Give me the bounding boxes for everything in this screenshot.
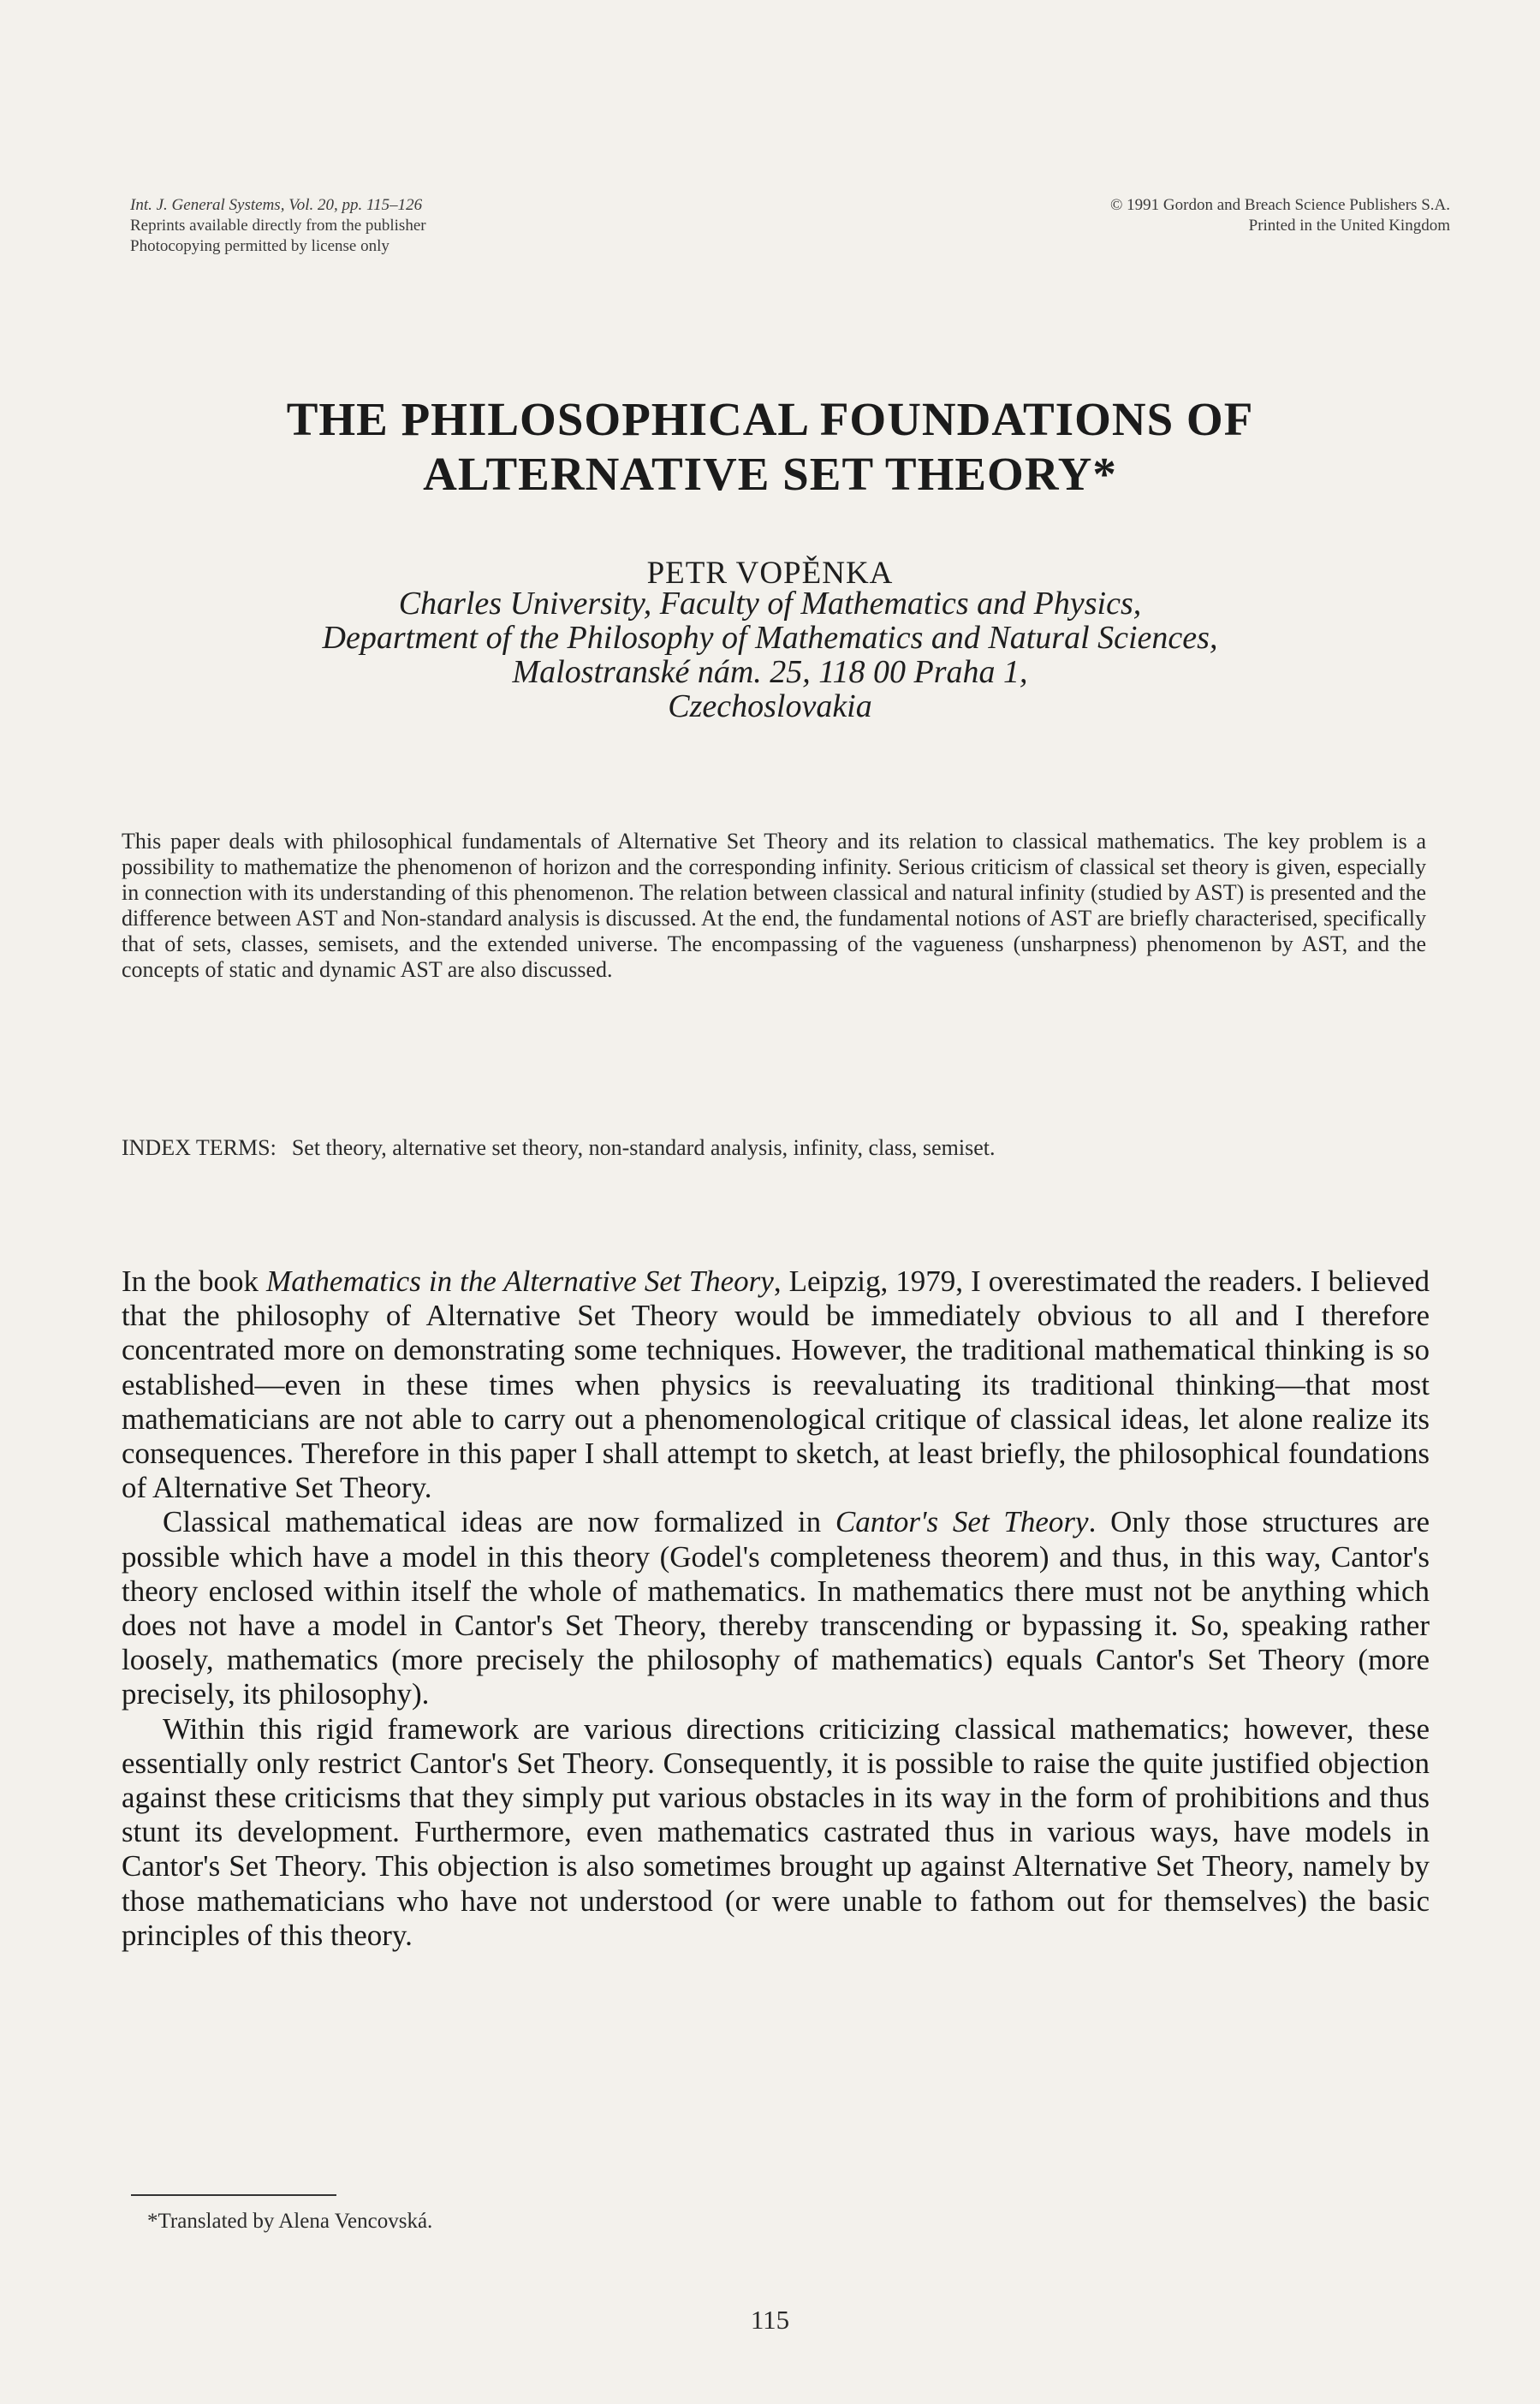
page-number: 115 — [750, 2305, 790, 2335]
paragraph — [122, 1264, 1430, 1505]
paper-title — [0, 392, 1540, 502]
index-terms-label: INDEX TERMS: — [122, 1135, 276, 1160]
text-run: . Only those structures are possible which have a model in this theory (Godel's completeness theorem) and thus, in this way, Cantor's theory enclosed within itself the whole of mathematics. In mathematics there must not be anything which does not have a model in Cantor's Set Theory, thereby transcending or bypassing it. So, speaking rather loosely, mathematics (more precisely the philosophy of mathematics) equals Cantor's Set Theory (more precisely, its philosophy). — [122, 1505, 1430, 1711]
citation-line: Photocopying permitted by license only — [130, 237, 389, 255]
text-run: Classical mathematical ideas are now formalized in — [163, 1505, 835, 1539]
body-text — [122, 1264, 1430, 1953]
text-run: , Leipzig, 1979, I overestimated the readers. I believed that the philosophy of Alternative Set Theory would be immediately obvious to all and I therefore concentrated more on demonstrating some techniques. However, the traditional mathematical thinking is so established—even in these times when physics is reevaluating its traditional thinking—that most mathematicians are not able to carry out a phenomenological critique of classical ideas, let alone realize its consequences. Therefore in this paper I shall attempt to sketch, at least briefly, the philosophical foundations of Alternative Set Theory. — [122, 1264, 1430, 1505]
journal-citation — [130, 195, 426, 257]
affiliation-line: Charles University, Faculty of Mathematics and Physics, — [398, 586, 1142, 622]
citation-line: Int. J. General Systems, Vol. 20, pp. 115–126 — [130, 196, 423, 214]
affiliation-line: Malostranské nám. 25, 118 00 Praha 1, — [512, 654, 1028, 690]
footnote-rule — [131, 2194, 336, 2196]
citation-line: Reprints available directly from the publisher — [130, 217, 426, 235]
affiliation — [0, 586, 1540, 723]
footnote: *Translated by Alena Vencovská. — [147, 2210, 433, 2233]
affiliation-line: Department of the Philosophy of Mathematics and Natural Sciences, — [322, 620, 1218, 656]
abstract: This paper deals with philosophical fundamentals of Alternative Set Theory and its relation to classical mathematics. The key problem is a possibility to mathematize the phenomenon of horizon and the corresponding infinity. Serious criticism of classical set theory is given, especially in connection with its understanding of this phenomenon. The relation between classical and natural infinity (studied by AST) is presented and the difference between AST and Non-standard analysis is discussed. At the end, the fundamental notions of AST are briefly characterised, specifically that of sets, classes, semisets, and the extended universe. The encompassing of the vagueness (unsharpness) phenomenon by AST, and the concepts of static and dynamic AST are also discussed. — [122, 829, 1426, 982]
text-run: In the book — [122, 1264, 267, 1298]
paragraph: Within this rigid framework are various directions criticizing classical mathematics; however, these essentially only restrict Cantor's Set Theory. Consequently, it is possible to raise the quite justified objection against these criticisms that they simply put various obstacles in its way in the form of prohibitions and thus stunt its development. Furthermore, even mathematics castrated thus in various ways, have models in Cantor's Set Theory. This objection is also sometimes brought up against Alternative Set Theory, namely by those mathematicians who have not understood (or were unable to fathom out for themselves) the basic principles of this theory. — [122, 1711, 1430, 1952]
book-title: Mathematics in the Alternative Set Theory — [266, 1264, 774, 1298]
index-terms-value: Set theory, alternative set theory, non-standard analysis, infinity, class, semiset. — [291, 1135, 996, 1160]
copyright-notice — [1110, 195, 1450, 236]
copyright-line: © 1991 Gordon and Breach Science Publishers S.A. — [1109, 196, 1450, 214]
index-terms — [122, 1135, 1440, 1161]
author-name: PETR VOPĚNKA — [646, 556, 894, 591]
theory-name: Cantor's Set Theory — [835, 1505, 1089, 1539]
affiliation-line: Czechoslovakia — [668, 688, 872, 724]
title-line: ALTERNATIVE SET THEORY* — [423, 448, 1117, 500]
title-line: THE PHILOSOPHICAL FOUNDATIONS OF — [286, 393, 1254, 445]
paragraph — [122, 1505, 1430, 1711]
printed-line: Printed in the United Kingdom — [1248, 217, 1450, 235]
